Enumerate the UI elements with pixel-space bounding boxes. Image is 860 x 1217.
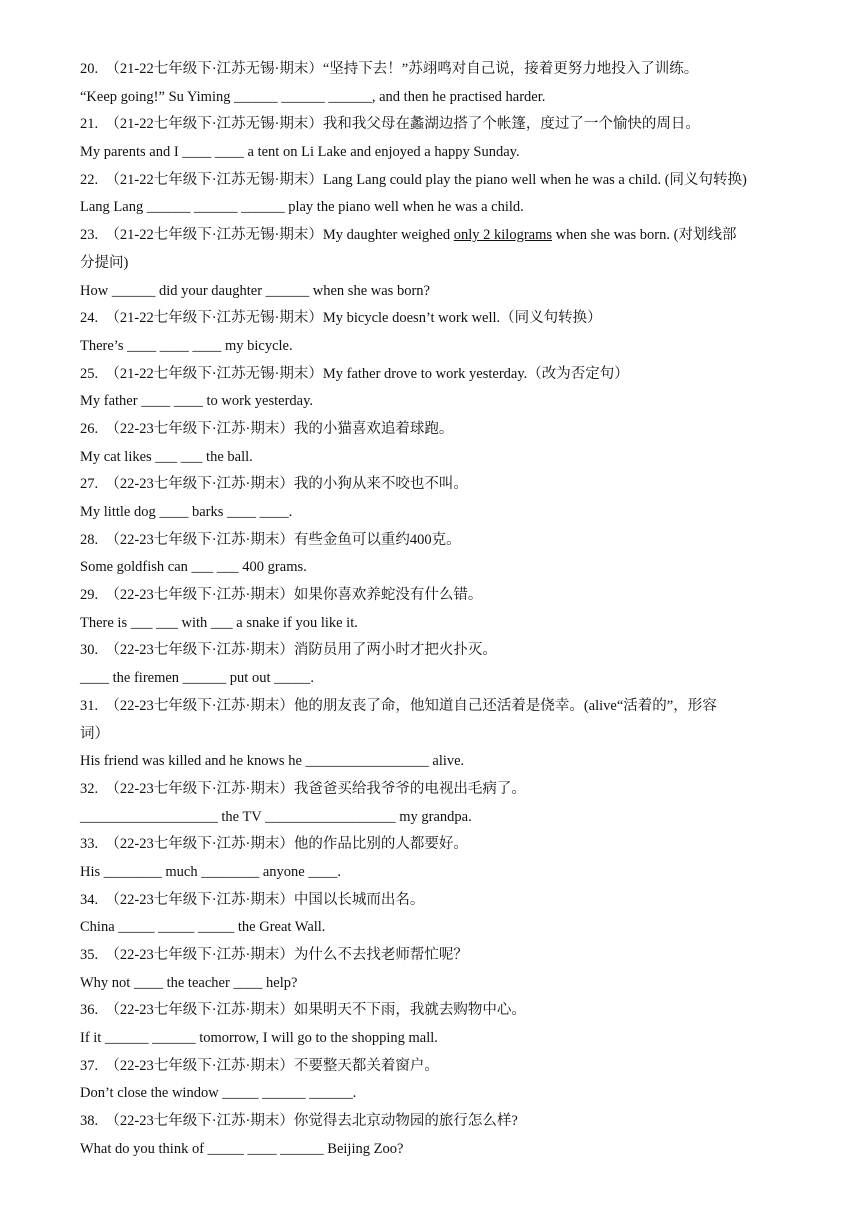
question-24: 24. （21-22七年级下·江苏无锡·期末）My bicycle doesn’t work well.（同义句转换） (80, 310, 602, 327)
answer-line-30: ____ the firemen ______ put out _____. (80, 670, 314, 687)
answer-line-35: Why not ____ the teacher ____ help? (80, 974, 298, 991)
question-26: 26. （22-23七年级下·江苏·期末）我的小猫喜欢追着球跑。 (80, 420, 454, 437)
answer-line-29: There is ___ ___ with ___ a snake if you like it. (80, 614, 358, 631)
answer-line-24: There’s ____ ____ ____ my bicycle. (80, 337, 293, 354)
question-23-text: 23. （21-22七年级下·江苏无锡·期末）My daughter weighed (80, 227, 454, 244)
question-35: 35. （22-23七年级下·江苏·期末）为什么不去找老师帮忙呢？ (80, 947, 468, 963)
question-22: 22. （21-22七年级下·江苏无锡·期末）Lang Lang could play the piano well when he was a child. (同义句转换) (80, 171, 747, 188)
answer-line-31: His friend was killed and he knows he _________________ alive. (80, 753, 465, 770)
answer-line-20: “Keep going!” Su Yiming ______ ______ ______, and then he practised harder. (80, 88, 546, 105)
question-31: 31. （22-23七年级下·江苏·期末）他的朋友丧了命，他知道自己还活着是侥幸。(alive“活着的”，形容 (80, 697, 717, 714)
question-28: 28. （22-23七年级下·江苏·期末）有些金鱼可以重约400克。 (80, 531, 461, 548)
answer-line-34: China _____ _____ _____ the Great Wall. (80, 919, 326, 936)
answer-line-36: If it ______ ______ tomorrow, I will go to the shopping mall. (80, 1030, 438, 1047)
question-31-continuation: 词） (80, 725, 109, 742)
question-37: 37. （22-23七年级下·江苏·期末）不要整天都关着窗户。 (80, 1057, 439, 1074)
question-25: 25. （21-22七年级下·江苏无锡·期末）My father drove to work yesterday.（改为否定句） (80, 365, 629, 382)
question-23 (80, 222, 800, 250)
answer-line-23: How ______ did your daughter ______ when she was born? (80, 282, 430, 299)
answer-line-26: My cat likes ___ ___ the ball. (80, 448, 253, 465)
answer-line-38: What do you think of _____ ____ ______ Beijing Zoo? (80, 1140, 404, 1157)
answer-line-37: Don’t close the window _____ ______ ______. (80, 1085, 357, 1102)
answer-line-27: My little dog ____ barks ____ ____. (80, 504, 293, 520)
answer-line-21: My parents and I ____ ____ a tent on Li Lake and enjoyed a happy Sunday. (80, 144, 520, 161)
question-34: 34. （22-23七年级下·江苏·期末）中国以长城而出名。 (80, 891, 425, 908)
question-30: 30. （22-23七年级下·江苏·期末）消防员用了两小时才把火扑灭。 (80, 642, 497, 659)
answer-line-25: My father ____ ____ to work yesterday. (80, 393, 314, 410)
question-23-text-end: when she was born. (对划线部 (552, 227, 737, 244)
question-36: 36. （22-23七年级下·江苏·期末）如果明天不下雨，我就去购物中心。 (80, 1002, 526, 1019)
question-33: 33. （22-23七年级下·江苏·期末）他的作品比别的人都要好。 (80, 836, 468, 853)
question-23-continuation: 分提问) (80, 254, 129, 271)
answer-line-32: ___________________ the TV __________________ my grandpa. (80, 808, 472, 825)
underlined-phrase: only 2 kilograms (453, 227, 553, 244)
question-27: 27. （22-23七年级下·江苏·期末）我的小狗从来不咬也不叫。 (80, 476, 468, 493)
question-20: 20. （21-22七年级下·江苏无锡·期末）“坚持下去！”苏翊鸣对自己说，接着更努力地投入了训练。 (80, 61, 699, 77)
answer-line-28: Some goldfish can ___ ___ 400 grams. (80, 559, 307, 576)
answer-line-22: Lang Lang ______ ______ ______ play the piano well when he was a child. (80, 199, 524, 216)
question-21: 21. （21-22七年级下·江苏无锡·期末）我和我父母在蠡湖边搭了个帐篷，度过了一个愉快的周日。 (80, 116, 700, 133)
question-38: 38. （22-23七年级下·江苏·期末）你觉得去北京动物园的旅行怎么样? (80, 1113, 518, 1130)
question-32: 32. （22-23七年级下·江苏·期末）我爸爸买给我爷爷的电视出毛病了。 (80, 780, 526, 797)
exercise-document (80, 56, 800, 1164)
answer-line-33: His ________ much ________ anyone ____. (80, 863, 341, 880)
question-29: 29. （22-23七年级下·江苏·期末）如果你喜欢养蛇没有什么错。 (80, 587, 483, 604)
